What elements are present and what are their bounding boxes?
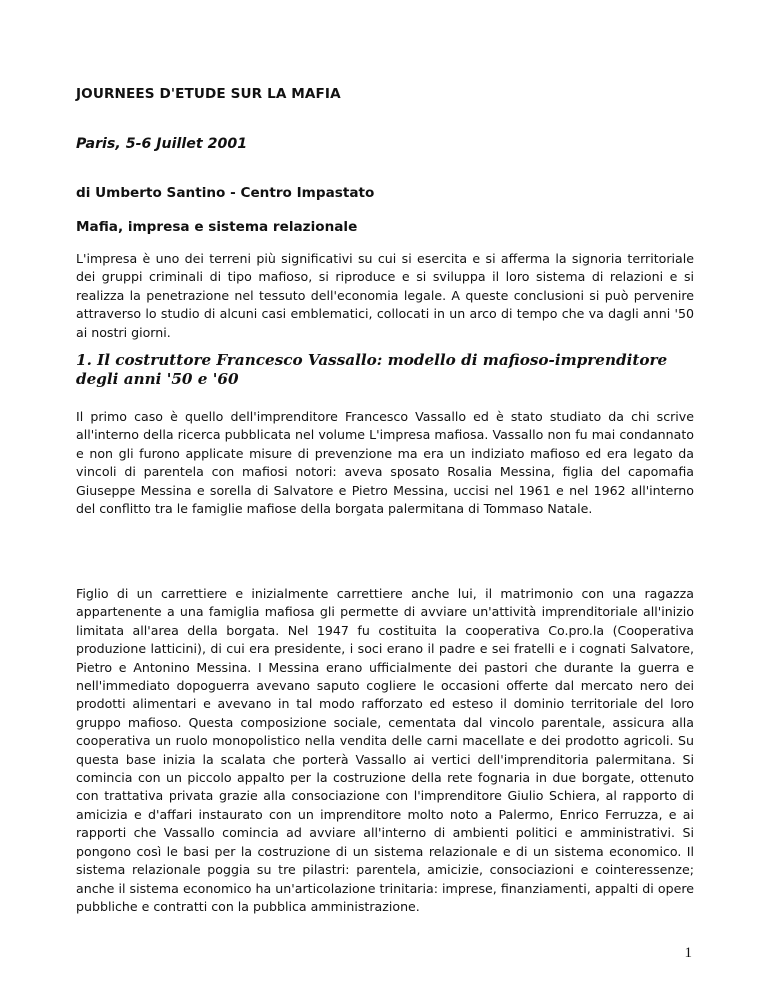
intro-paragraph: L'impresa è uno dei terreni più significativi su cui si esercita e si afferma la signoria territoriale dei gruppi criminali di tipo mafioso, si riproduce e si sviluppa il loro sistema di relazioni e si realizza la penetrazione nel tessuto dell'economia legale. A queste conclusioni si può pervenire attraverso lo studio di alcuni casi emblematici, collocati in un arco di tempo che va dagli anni '50 ai nostri giorni. <box>76 251 694 340</box>
document-date-location: Paris, 5-6 Juillet 2001 <box>76 136 248 152</box>
document-page <box>76 0 696 994</box>
page-number: 1 <box>684 945 692 961</box>
section-paragraph-1: Il primo caso è quello dell'imprenditore Francesco Vassallo ed è stato studiato da chi scrive all'interno della ricerca pubblicata nel volume L'impresa mafiosa. Vassallo non fu mai condannato e non gli furono applicate misure di prevenzione ma era un indiziato mafioso ed era legato da vincoli di parentela con mafiosi notori: aveva sposato Rosalia Messina, figlia del capomafia Giuseppe Messina e sorella di Salvatore e Pietro Messina, uccisi nel 1961 e nel 1962 all'interno del conflitto tra le famiglie mafiose della borgata palermitana di Tommaso Natale. <box>76 409 694 517</box>
section-title: 1. Il costruttore Francesco Vassallo: modello di mafioso-imprenditore degli anni '50 e '60 <box>76 351 668 388</box>
document-heading: JOURNEES D'ETUDE SUR LA MAFIA <box>76 86 341 102</box>
section-paragraph-2: Figlio di un carrettiere e inizialmente carrettiere anche lui, il matrimonio con una ragazza appartenente a una famiglia mafiosa gli permette di avviare un'attività imprenditoriale all'inizio limitata all'area della borgata. Nel 1947 fu costituita la cooperativa Co.pro.la (Cooperativa produzione latticini), di cui era presidente, i soci erano il padre e sei fratelli e i cognati Salvatore, Pietro e Antonino Messina. I Messina erano ufficialmente dei pastori che durante la guerra e nell'immediato dopoguerra avevano saputo cogliere le occasioni offerte dal mercato nero dei prodotti alimentari e avevano in tal modo rafforzato ed esteso il dominio territoriale del loro gruppo mafioso. Questa composizione sociale, cementata dal vincolo parentale, assicura alla cooperativa un ruolo monopolistico nella vendita delle carni macellate e dei prodotto agricoli. Su questa base inizia la scalata che porterà Vassallo ai vertici dell'imprenditoria palermitana. Si comincia con un piccolo appalto per la costruzione della rete fognaria in due borgate, ottenuto con trattativa privata grazie alla consociazione con l'imprenditore Giulio Schiera, al rapporto di amicizia e d'affari instaurato con un imprenditore molto noto a Palermo, Enrico Ferruzza, e ai rapporti che Vassallo comincia ad avviare all'interno di ambienti politici e amministrativi. Si pongono così le basi per la costruzione di un sistema relazionale e di un sistema economico. Il sistema relazionale poggia su tre pilastri: parentela, amicizie, consociazioni e cointeressenze; anche il sistema economico ha un'articolazione trinitaria: imprese, finanziamenti, appalti di opere pubbliche e contratti con la pubblica amministrazione. <box>76 586 694 914</box>
document-subtitle: Mafia, impresa e sistema relazionale <box>76 219 358 235</box>
document-author: di Umberto Santino - Centro Impastato <box>76 185 375 201</box>
